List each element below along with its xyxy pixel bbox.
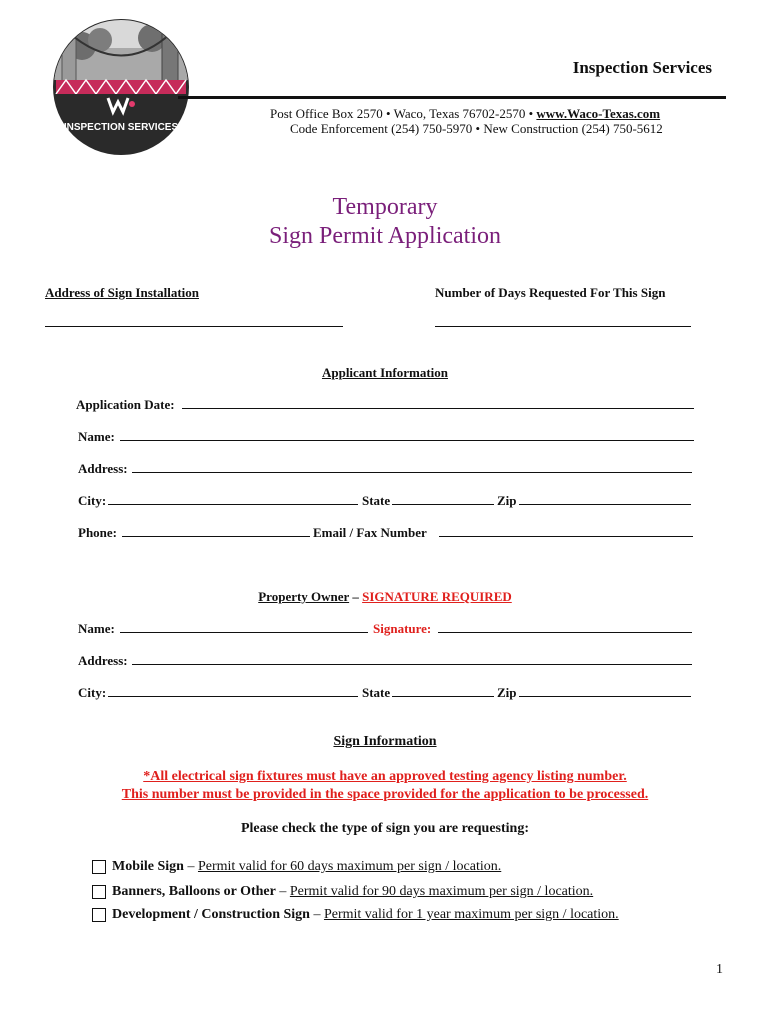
- signature-required-notice: SIGNATURE REQUIRED: [362, 589, 512, 604]
- department-name: Inspection Services: [572, 58, 712, 77]
- owner-zip-label: Zip: [497, 685, 517, 700]
- logo-badge-text: INSPECTION SERVICES: [63, 122, 179, 133]
- application-date-field[interactable]: [182, 408, 694, 409]
- contact-address: [270, 106, 660, 122]
- sign-option-construction[interactable]: [92, 907, 619, 923]
- applicant-heading: Applicant Information: [321, 365, 449, 380]
- owner-address-field[interactable]: [132, 664, 692, 665]
- applicant-state-field[interactable]: [392, 504, 494, 505]
- owner-name-field[interactable]: [120, 632, 368, 633]
- owner-city-field[interactable]: [108, 696, 358, 697]
- owner-address-label: Address:: [78, 653, 128, 668]
- electrical-warning-line-2: This number must be provided in the space provided for the application to be processed.: [121, 787, 649, 802]
- construction-sign-label: Development / Construction Sign: [112, 907, 310, 922]
- owner-zip-field[interactable]: [519, 696, 691, 697]
- owner-heading-dash: –: [352, 589, 359, 604]
- mobile-sign-detail: Permit valid for 60 days maximum per sign / location.: [197, 859, 502, 874]
- mobile-sign-separator: –: [187, 859, 195, 874]
- construction-sign-checkbox[interactable]: [92, 908, 106, 922]
- banners-checkbox[interactable]: [92, 885, 106, 899]
- title-line-2: Sign Permit Application: [269, 223, 501, 249]
- applicant-city-label: City:: [78, 493, 107, 508]
- applicant-name-field[interactable]: [120, 440, 694, 441]
- owner-signature-field[interactable]: [438, 632, 692, 633]
- title-line-1: Temporary: [332, 194, 438, 220]
- applicant-state-label: State: [362, 493, 391, 508]
- mobile-sign-label: Mobile Sign: [112, 859, 184, 874]
- header-rule: [178, 96, 726, 99]
- banners-label: Banners, Balloons or Other: [112, 884, 276, 899]
- contact-phones: Code Enforcement (254) 750-5970 • New Construction (254) 750-5612: [290, 121, 663, 136]
- owner-state-field[interactable]: [392, 696, 494, 697]
- applicant-zip-field[interactable]: [519, 504, 691, 505]
- form-title: [0, 193, 770, 251]
- applicant-name-label: Name:: [78, 429, 115, 444]
- sign-option-mobile[interactable]: [92, 859, 501, 875]
- owner-heading-text: Property Owner: [258, 589, 350, 604]
- applicant-city-field[interactable]: [108, 504, 358, 505]
- electrical-warning-line-1: *All electrical sign fixtures must have an approved testing agency listing number.: [143, 769, 627, 784]
- application-date-label: Application Date:: [76, 397, 175, 412]
- banners-detail: Permit valid for 90 days maximum per sign / location.: [289, 884, 594, 899]
- applicant-phone-label: Phone:: [78, 525, 117, 540]
- construction-sign-separator: –: [313, 907, 321, 922]
- website-link[interactable]: www.Waco-Texas.com: [536, 106, 661, 121]
- sign-type-prompt: Please check the type of sign you are requesting:: [240, 821, 529, 836]
- days-requested-field[interactable]: [435, 326, 691, 327]
- sign-option-banners[interactable]: [92, 884, 593, 900]
- owner-heading: [0, 589, 770, 605]
- sign-address-field[interactable]: [45, 326, 343, 327]
- postal-address: Post Office Box 2570 • Waco, Texas 76702-2570 •: [270, 106, 534, 121]
- applicant-address-field[interactable]: [132, 472, 692, 473]
- inspection-services-logo: [52, 18, 190, 156]
- owner-city-label: City:: [78, 685, 107, 700]
- applicant-phone-field[interactable]: [122, 536, 310, 537]
- applicant-address-label: Address:: [78, 461, 128, 476]
- sign-info-heading: Sign Information: [333, 734, 437, 749]
- sign-address-label: Address of Sign Installation: [45, 285, 199, 300]
- logo-graphic: [52, 18, 190, 156]
- mobile-sign-checkbox[interactable]: [92, 860, 106, 874]
- owner-signature-label: Signature:: [373, 621, 432, 636]
- page-number: 1: [716, 962, 723, 977]
- days-requested-label: Number of Days Requested For This Sign: [435, 285, 666, 300]
- applicant-email-field[interactable]: [439, 536, 693, 537]
- banners-separator: –: [279, 884, 287, 899]
- applicant-email-label: Email / Fax Number: [313, 525, 427, 540]
- construction-sign-detail: Permit valid for 1 year maximum per sign / location.: [323, 907, 619, 922]
- owner-state-label: State: [362, 685, 391, 700]
- applicant-zip-label: Zip: [497, 493, 517, 508]
- owner-name-label: Name:: [78, 621, 115, 636]
